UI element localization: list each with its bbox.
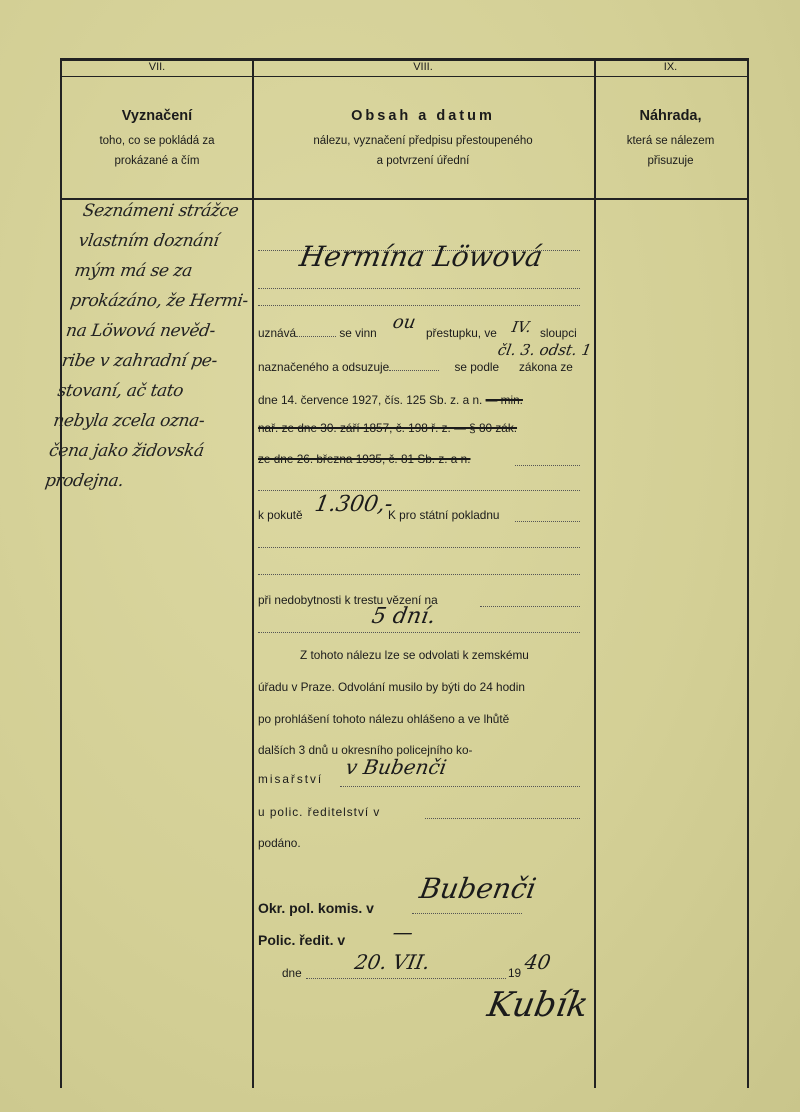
- handwritten-paragraph: čl. 3. odst. 1: [496, 341, 593, 359]
- dotted-line: [515, 465, 580, 466]
- form-line-district-commissariat: Okr. pol. komis. v: [258, 900, 374, 916]
- form-line-sentence: naznačeného a odsuzuje se podle: [258, 360, 500, 374]
- handwritten-dash: —: [390, 920, 416, 944]
- appeal-text-line: Z tohoto nálezu lze se odvolati k zemskému: [300, 648, 529, 662]
- dotted-line: [258, 574, 580, 575]
- dotted-line: [515, 521, 580, 522]
- form-line-column: sloupci: [540, 326, 577, 340]
- column-number-vii: VII.: [148, 61, 166, 73]
- form-line-police-directorate: u polic. ředitelství v: [258, 805, 381, 819]
- handwritten-name: Hermína Löwová: [297, 240, 546, 273]
- column-subtitle-ix: která se nálezem přisuzuje: [626, 135, 715, 167]
- dotted-line: [258, 490, 580, 491]
- handwritten-jail-days: 5 dní.: [369, 604, 438, 629]
- dotted-line: [258, 288, 580, 289]
- column-title-ix: Náhrada,: [639, 108, 702, 124]
- appeal-text-line: úřadu v Praze. Odvolání musilo by býti do 24 hodin: [258, 680, 525, 694]
- form-line-year: 19: [508, 966, 522, 980]
- dotted-line: [258, 632, 580, 633]
- form-line-fine-treasury: K pro státní pokladnu: [388, 508, 500, 522]
- handwritten-commissariat: v Bubenči: [343, 755, 449, 779]
- column-title-vii: Vyznačení: [121, 108, 193, 124]
- form-line-imprisonment: při nedobytnosti k trestu vězení na: [258, 593, 438, 607]
- struck-law-reference: nař. ze dne 30. září 1857, č. 198 ř. z. — § 80 zák.: [258, 421, 518, 435]
- form-line-law-date: dne 14. července 1927, čís. 125 Sb. z. a n. — min.: [258, 393, 523, 407]
- form-line-guilty: uznává se vinn: [258, 326, 377, 340]
- column-number-viii: VIII.: [413, 61, 433, 73]
- column-number-ix: IX.: [663, 61, 678, 73]
- dotted-line: [258, 305, 580, 306]
- form-line-police-director: Polic. ředit. v: [258, 932, 346, 948]
- form-line-fine: k pokutě: [258, 508, 303, 522]
- appeal-text-line: dalších 3 dnů u okresního policejního ko-: [258, 743, 473, 757]
- form-line-date: dne: [282, 966, 302, 980]
- header-divider: [62, 76, 747, 77]
- dotted-line: [258, 547, 580, 548]
- dotted-line: [340, 786, 580, 787]
- column-subtitle-vii: toho, co se pokládá za prokázané a čím: [99, 135, 215, 167]
- form-line-submitted: podáno.: [258, 836, 301, 850]
- dotted-line: [306, 978, 506, 979]
- handwritten-finding-note: Seznámeni strážce vlastním doznání mým má se za prokázáno, že Hermi- na Löwová nevěd- ribe v zahradní pe- stovaní, ač tato nebyla zcela ozna- čena jako židovská prodejna.: [43, 201, 250, 491]
- dotted-line: [412, 913, 522, 914]
- column-divider: [594, 58, 596, 1088]
- handwritten-date: 20. VII.: [352, 950, 432, 974]
- column-subtitle-viii: nálezu, vyznačení předpisu přestoupeného a potvrzení úřední: [313, 135, 533, 167]
- form-line-law: zákona ze: [519, 360, 573, 374]
- form-line-offence: přestupku, ve: [426, 326, 497, 340]
- handwritten-year: 40: [522, 950, 553, 974]
- dotted-line: [425, 818, 580, 819]
- column-title-viii: Obsah a datum: [351, 108, 495, 124]
- appeal-text-line: po prohlášení tohoto nálezu ohlášeno a ve lhůtě: [258, 712, 510, 726]
- handwritten-fine-amount: 1.300,-: [312, 492, 395, 517]
- handwritten-district: Bubenči: [417, 872, 539, 905]
- dotted-line: [480, 606, 580, 607]
- handwritten-signature: Kubík: [484, 985, 592, 1025]
- struck-law-reference: ze dne 26. března 1935, č. 81 Sb. z. a n.: [258, 452, 471, 466]
- form-line-commissariat: misařství: [258, 772, 324, 786]
- handwritten-suffix: ou: [391, 312, 418, 333]
- handwritten-column-number: IV.: [510, 318, 533, 336]
